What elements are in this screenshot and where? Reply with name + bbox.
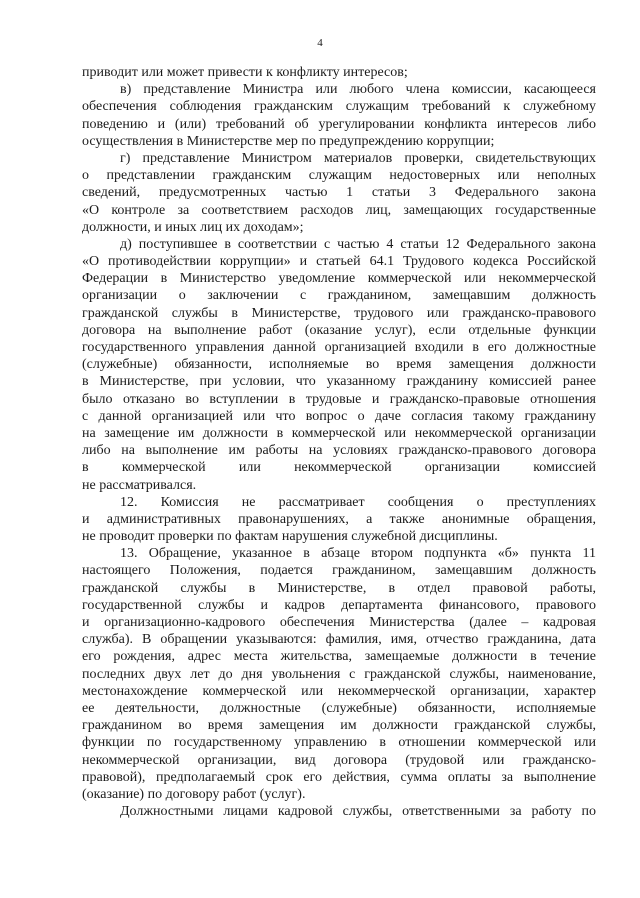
document-body	[82, 64, 596, 820]
text-line: некоммерческой организации, вид договора (трудовой или гражданско-	[82, 752, 596, 768]
text-line: последних двух лет до дня увольнения с гражданской службы, наименование,	[82, 666, 596, 682]
text-line: сведений, предусмотренных частью 1 статьи 3 Федерального закона	[82, 185, 596, 201]
text-line: было отказано во вступлении в трудовые и гражданско-правовые отношения	[82, 391, 596, 407]
text-line: государственной службы и кадров департамента финансового, правового	[82, 597, 596, 613]
text-line: организации о заключении с гражданином, замещавшим должность	[82, 288, 596, 304]
text-line: местонахождение коммерческой или некоммерческой организации, характер	[82, 683, 596, 699]
text-line: ее деятельности, должностные (служебные) обязанности, исполняемые	[82, 700, 596, 716]
text-line: и административных правонарушениях, а также анонимные обращения,	[82, 511, 596, 527]
text-line: и организационно-кадрового обеспечения Министерства (далее – кадровая	[82, 615, 596, 630]
text-line: не рассматривался.	[82, 477, 197, 493]
text-line: либо на выполнение им работы на условиях гражданско-правового договора	[82, 443, 596, 459]
text-line: 13. Обращение, указанное в абзаце втором подпункта «б» пункта 11	[120, 546, 596, 562]
text-line: в Министерстве, при условии, что указанному гражданину комиссией ранее	[82, 374, 596, 390]
text-line: государственного управления данной организацией входили в его должностные	[82, 340, 596, 355]
text-line: осуществления в Министерстве мер по предупреждению коррупции;	[82, 133, 495, 149]
text-line: Федерации в Министерство уведомление коммерческой или некоммерческой	[82, 271, 596, 287]
text-line: приводит или может привести к конфликту интересов;	[82, 65, 408, 80]
text-line: в коммерческой или некоммерческой организации комиссией	[82, 460, 596, 476]
text-line: гражданской службы в Министерстве, в отдел правовой работы,	[82, 580, 596, 596]
text-line: не проводит проверки по фактам нарушения служебной дисциплины.	[82, 529, 498, 545]
text-line: «О контроле за соответствием расходов лиц, замещающих государственные	[82, 202, 596, 218]
text-line: гражданской службы в Министерстве, трудового или гражданско-правового	[82, 305, 596, 321]
text-line: правовой), предполагаемый срок его действия, сумма оплаты за выполнение	[82, 769, 596, 785]
text-line: договора на выполнение работ (оказание услуг), если отдельные функции	[82, 322, 596, 338]
text-line: г) представление Министром материалов проверки, свидетельствующих	[120, 150, 596, 166]
text-line: на замещение им должности в коммерческой или некоммерческой организации	[82, 425, 596, 441]
text-line: обеспечения соблюдения гражданским служащим требований к служебному	[82, 99, 596, 115]
text-line: должности, и иных лиц их доходам»;	[82, 219, 304, 235]
text-line: гражданином во время замещения им должности гражданской службы,	[82, 718, 596, 734]
text-line: служба). В обращении указываются: фамилия, имя, отчество гражданина, дата	[82, 632, 596, 648]
page-number: 4	[317, 37, 323, 49]
text-line: его рождения, адрес места жительства, замещаемые должности в течение	[82, 649, 596, 665]
text-line: (служебные) обязанности, исполняемые во время замещения должности	[82, 357, 596, 373]
text-line: настоящего Положения, подается гражданином, замещавшим должность	[82, 563, 596, 579]
text-line: функции по государственному управлению в отношении коммерческой или	[82, 735, 596, 751]
text-line: «О противодействии коррупции» и статьей 64.1 Трудового кодекса Российской	[82, 254, 596, 270]
text-line: 12. Комиссия не рассматривает сообщения о преступлениях	[120, 494, 596, 510]
text-line: в) представление Министра или любого члена комиссии, касающееся	[120, 82, 596, 98]
text-line: д) поступившее в соответствии с частью 4 статьи 12 Федерального закона	[120, 236, 596, 252]
text-line: о представлении гражданским служащим недостоверных или неполных	[82, 168, 596, 184]
text-line: (оказание) по договору работ (услуг).	[82, 786, 306, 802]
text-line: Должностными лицами кадровой службы, ответственными за работу по	[120, 804, 596, 820]
text-line: поведению и (или) требований об урегулировании конфликта интересов либо	[82, 116, 596, 132]
text-line: с данной организацией или что вопрос о даче согласия такому гражданину	[82, 408, 596, 424]
